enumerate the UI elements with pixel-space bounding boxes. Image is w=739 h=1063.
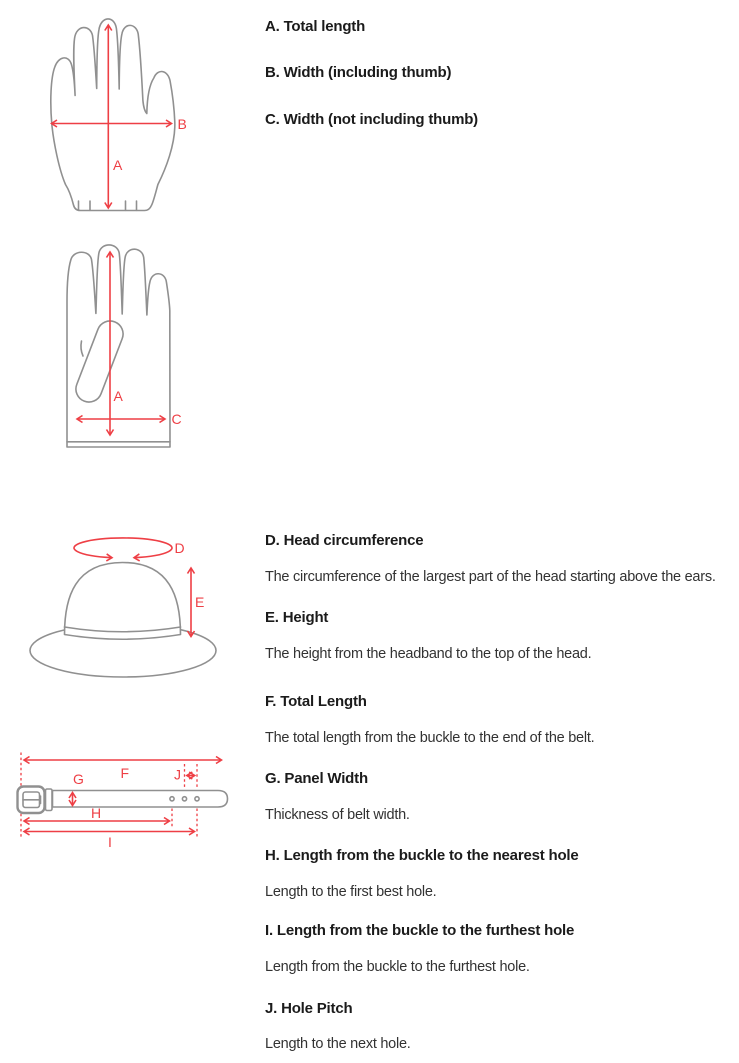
legend-desc-hole-pitch: Length to the next hole. <box>265 1036 411 1052</box>
measure-arrow-head-circumference <box>74 538 172 558</box>
legend-desc-hat-height: The height from the headband to the top of the head. <box>265 646 592 662</box>
belt-diagram <box>18 753 228 851</box>
legend-term-total-length: A. Total length <box>265 18 366 35</box>
legend-term-head-circumference: D. Head circumference <box>265 532 424 549</box>
glove-palm-diagram <box>67 245 182 447</box>
measure-label-d: D <box>174 540 185 556</box>
measure-label-i: I <box>108 834 112 850</box>
legend-term-width-incl-thumb: B. Width (including thumb) <box>265 64 452 81</box>
legend-desc-nearest-hole: Length to the first best hole. <box>265 884 437 900</box>
hat-diagram <box>30 538 216 677</box>
legend-desc-panel-width: Thickness of belt width. <box>265 807 410 823</box>
measure-label-f: F <box>120 765 130 781</box>
measure-label-a-palm: A <box>113 388 123 404</box>
glove-back-diagram <box>51 19 187 211</box>
legend-term-nearest-hole: H. Length from the buckle to the nearest hole <box>265 847 579 864</box>
measure-label-b: B <box>177 116 187 132</box>
measure-label-j: J <box>174 766 181 783</box>
legend-term-panel-width: G. Panel Width <box>265 770 368 787</box>
legend-term-hole-pitch: J. Hole Pitch <box>265 1000 353 1017</box>
legend-term-width-excl-thumb: C. Width (not including thumb) <box>265 111 478 128</box>
belt-keeper <box>46 789 53 811</box>
legend-term-belt-total-length: F. Total Length <box>265 693 367 710</box>
measure-label-g: G <box>73 771 84 787</box>
glove-back-outline <box>51 19 175 211</box>
belt-strap <box>53 791 228 808</box>
legend-term-hat-height: E. Height <box>265 609 329 626</box>
legend-desc-belt-total-length: The total length from the buckle to the end of the belt. <box>265 730 595 746</box>
legend-desc-furthest-hole: Length from the buckle to the furthest hole. <box>265 959 530 975</box>
legend-term-furthest-hole: I. Length from the buckle to the furthest hole <box>265 922 575 939</box>
legend-desc-head-circumference: The circumference of the largest part of the head starting above the ears. <box>265 569 716 585</box>
measure-label-h: H <box>91 805 102 821</box>
measure-label-a-back: A <box>113 157 123 173</box>
hat-crown <box>65 563 181 640</box>
measure-label-e: E <box>195 594 205 610</box>
measure-label-c: C <box>171 411 182 427</box>
